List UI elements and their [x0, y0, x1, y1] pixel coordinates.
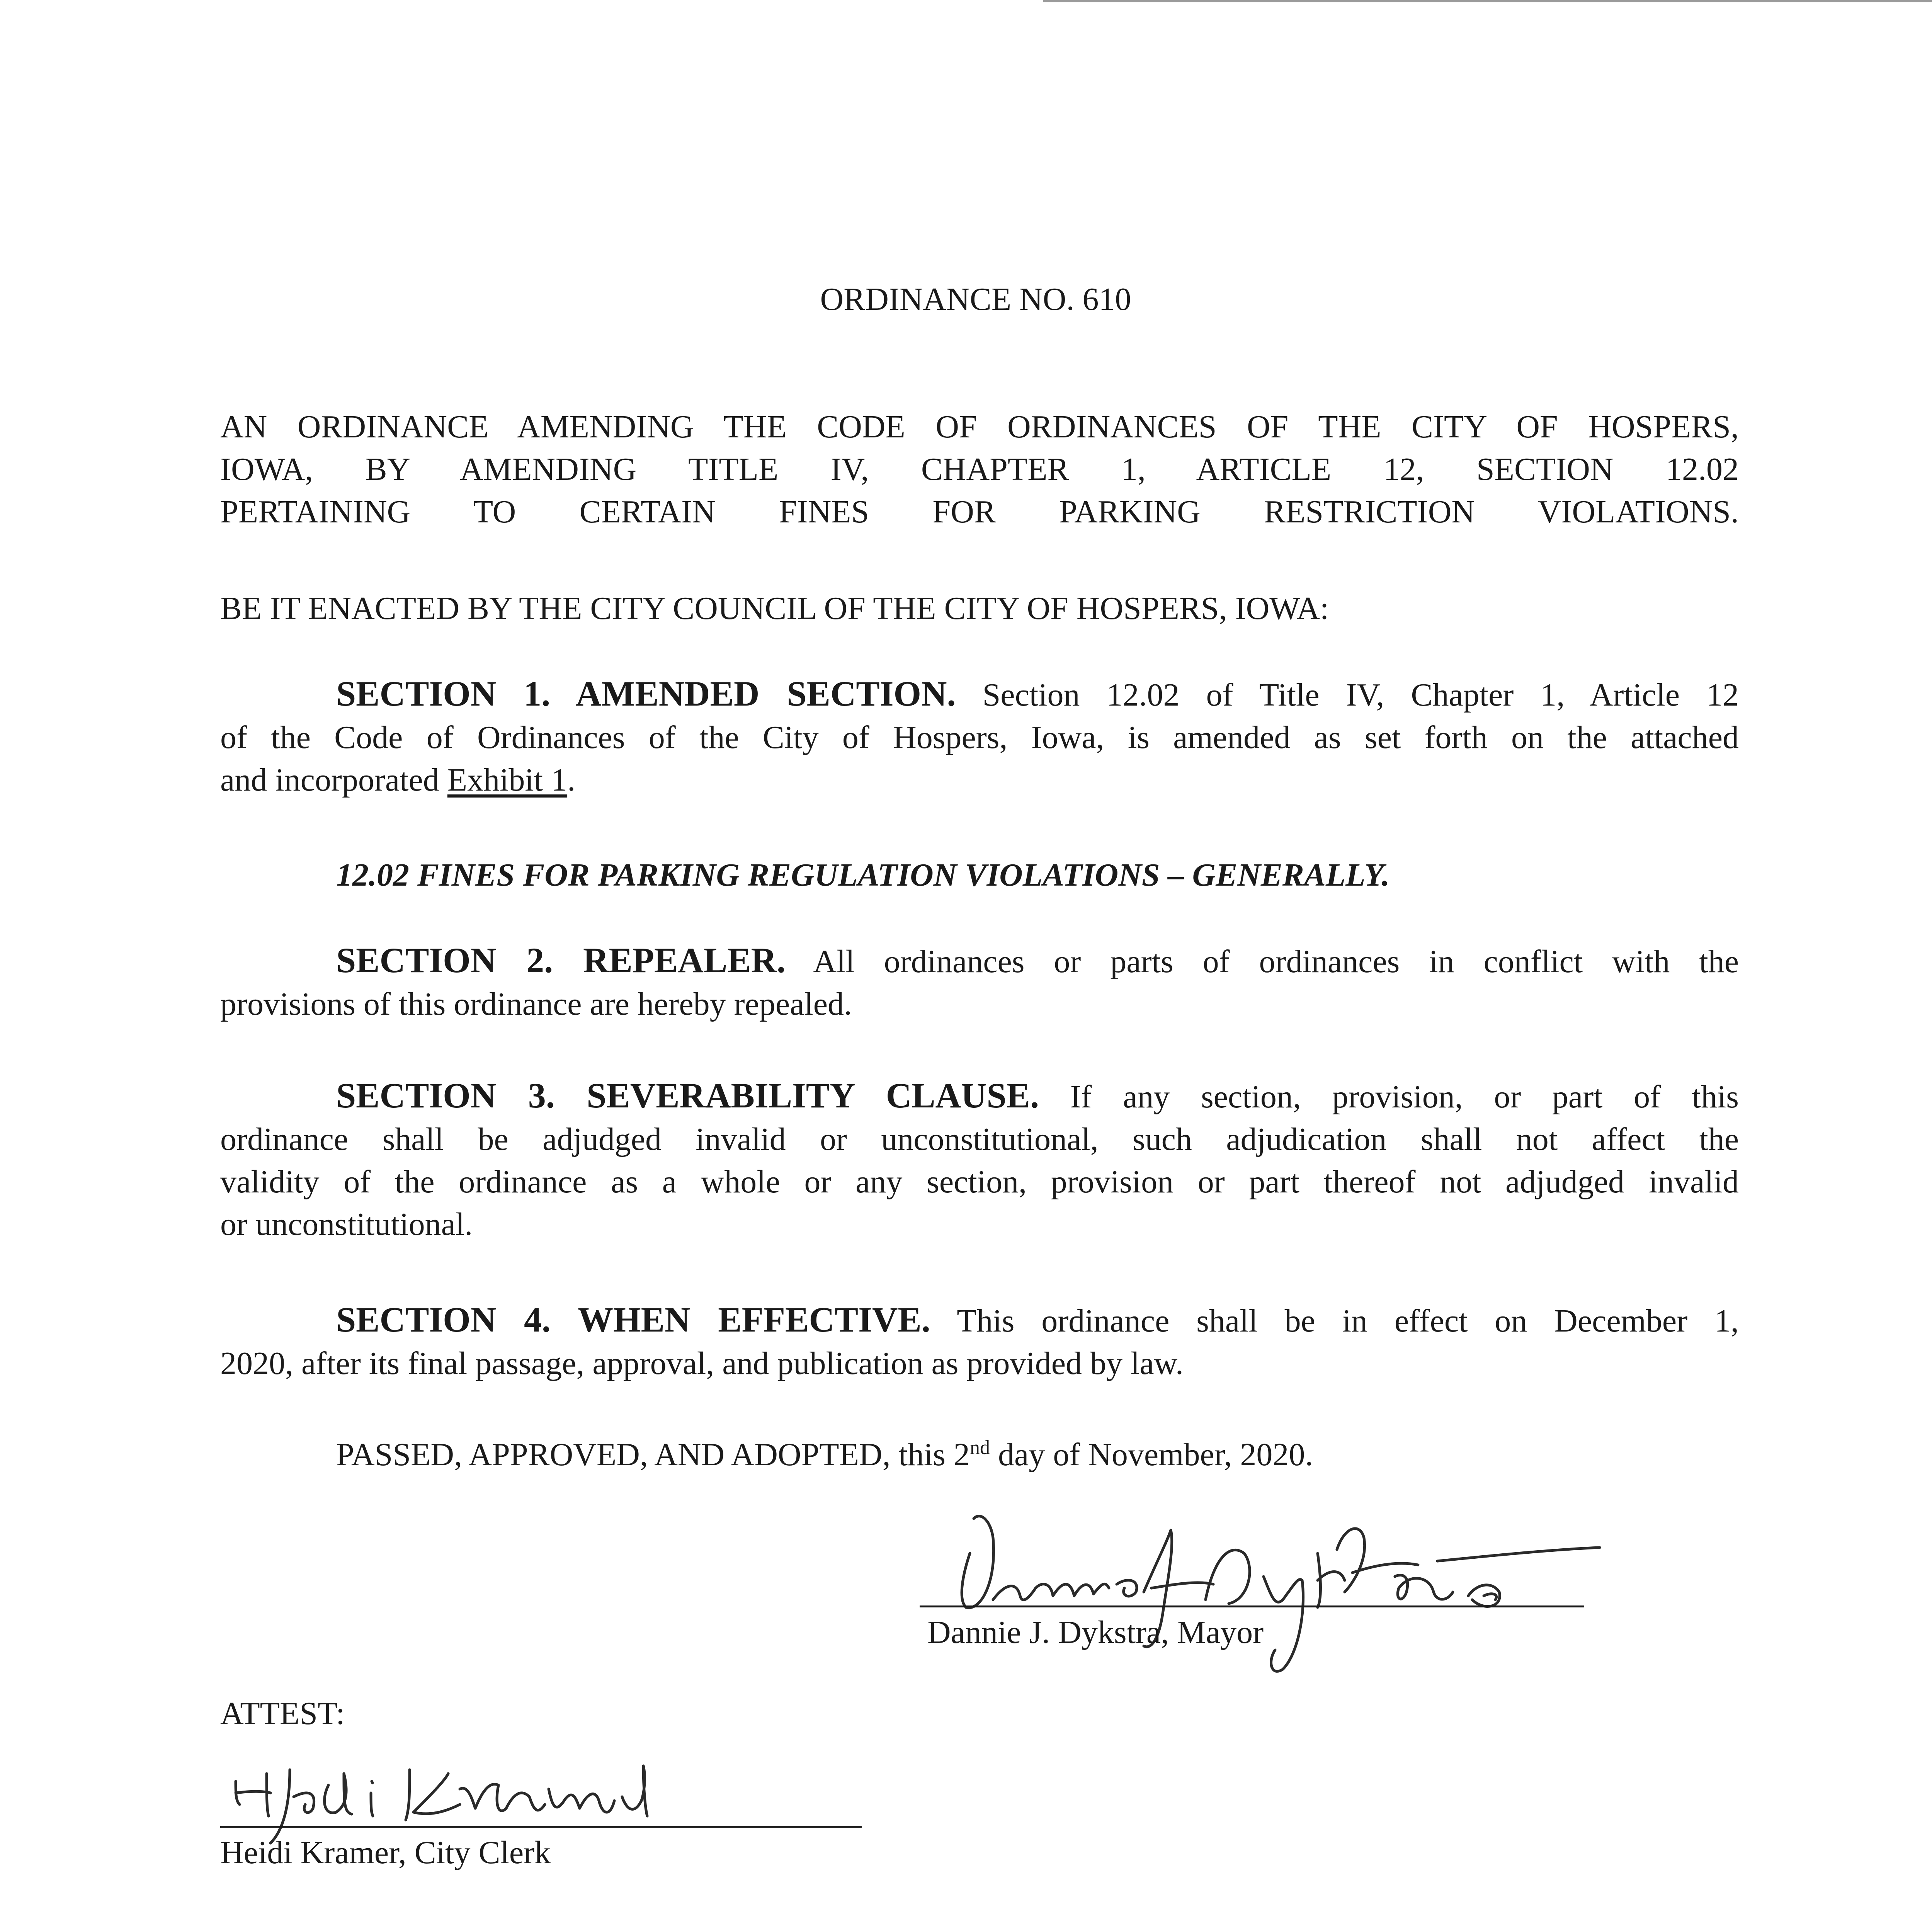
- passed-approved-adopted: [336, 1434, 1313, 1476]
- passed-text-end: day of November, 2020.: [990, 1437, 1313, 1473]
- section-1-line-3-text: and incorporated: [220, 762, 439, 798]
- section-3-line-3: validity of the ordinance as a whole or any section, provision or part thereof not adjudged invalid: [220, 1164, 1739, 1200]
- ordinance-title: ORDINANCE NO. 610: [820, 281, 1131, 317]
- enacting-clause: BE IT ENACTED BY THE CITY COUNCIL OF THE CITY OF HOSPERS, IOWA:: [220, 590, 1329, 626]
- attest-label: ATTEST:: [220, 1696, 345, 1731]
- clerk-signature-line-1: [220, 1826, 862, 1828]
- section-3-line-4: or unconstitutional.: [220, 1206, 473, 1242]
- section-1-line-3-end: .: [567, 762, 576, 798]
- section-4-heading: SECTION 4. WHEN EFFECTIVE.: [336, 1300, 930, 1339]
- scan-edge-top: [1043, 0, 1932, 2]
- section-4-line-1: [220, 1298, 1739, 1342]
- section-2-heading: SECTION 2. REPEALER.: [336, 940, 786, 980]
- section-1-heading: SECTION 1. AMENDED SECTION.: [336, 674, 956, 713]
- section-1-line-2: of the Code of Ordinances of the City of Hospers, Iowa, is amended as set forth on the attached: [220, 719, 1739, 755]
- section-3-line-2: ordinance shall be adjudged invalid or unconstitutional, such adjudication shall not affect the: [220, 1121, 1739, 1157]
- mayor-name-title: Dannie J. Dykstra, Mayor: [927, 1614, 1264, 1650]
- caption-line-3: PERTAINING TO CERTAIN FINES FOR PARKING RESTRICTION VIOLATIONS.: [220, 494, 1739, 530]
- section-2: [220, 939, 1739, 1026]
- mayor-handwritten-signature: [935, 1484, 1669, 1700]
- section-3-line-1: [220, 1074, 1739, 1118]
- section-1-line-3: [220, 759, 1739, 801]
- section-3-text: If any section, provision, or part of this: [1070, 1079, 1739, 1115]
- section-4: [220, 1298, 1739, 1385]
- section-4-text: This ordinance shall be in effect on December 1,: [957, 1303, 1739, 1339]
- exhibit-1-link: Exhibit 1: [447, 762, 568, 798]
- section-2-line-2: provisions of this ordinance are hereby repealed.: [220, 986, 852, 1022]
- section-1-text: Section 12.02 of Title IV, Chapter 1, Article 12: [982, 677, 1739, 713]
- section-2-line-1: [220, 939, 1739, 983]
- section-1: [220, 672, 1739, 801]
- section-4-line-2: 2020, after its final passage, approval, and publication as provided by law.: [220, 1345, 1184, 1381]
- caption-line-2: IOWA, BY AMENDING TITLE IV, CHAPTER 1, ARTICLE 12, SECTION 12.02: [220, 451, 1739, 487]
- clerk-name-title-1: Heidi Kramer, City Clerk: [220, 1835, 551, 1871]
- section-2-text: All ordinances or parts of ordinances in conflict with the: [813, 944, 1739, 980]
- mayor-signature-line: [920, 1605, 1584, 1607]
- section-1-line-1: [220, 672, 1739, 716]
- section-3: [220, 1074, 1739, 1246]
- caption-line-1: AN ORDINANCE AMENDING THE CODE OF ORDINANCES OF THE CITY OF HOSPERS,: [220, 409, 1739, 445]
- section-subheading: 12.02 FINES FOR PARKING REGULATION VIOLATIONS – GENERALLY.: [336, 857, 1390, 893]
- passed-text: PASSED, APPROVED, AND ADOPTED, this 2: [336, 1437, 970, 1473]
- section-3-heading: SECTION 3. SEVERABILITY CLAUSE.: [336, 1076, 1039, 1115]
- ordinance-caption: [220, 406, 1739, 533]
- passed-ordinal: nd: [969, 1437, 990, 1459]
